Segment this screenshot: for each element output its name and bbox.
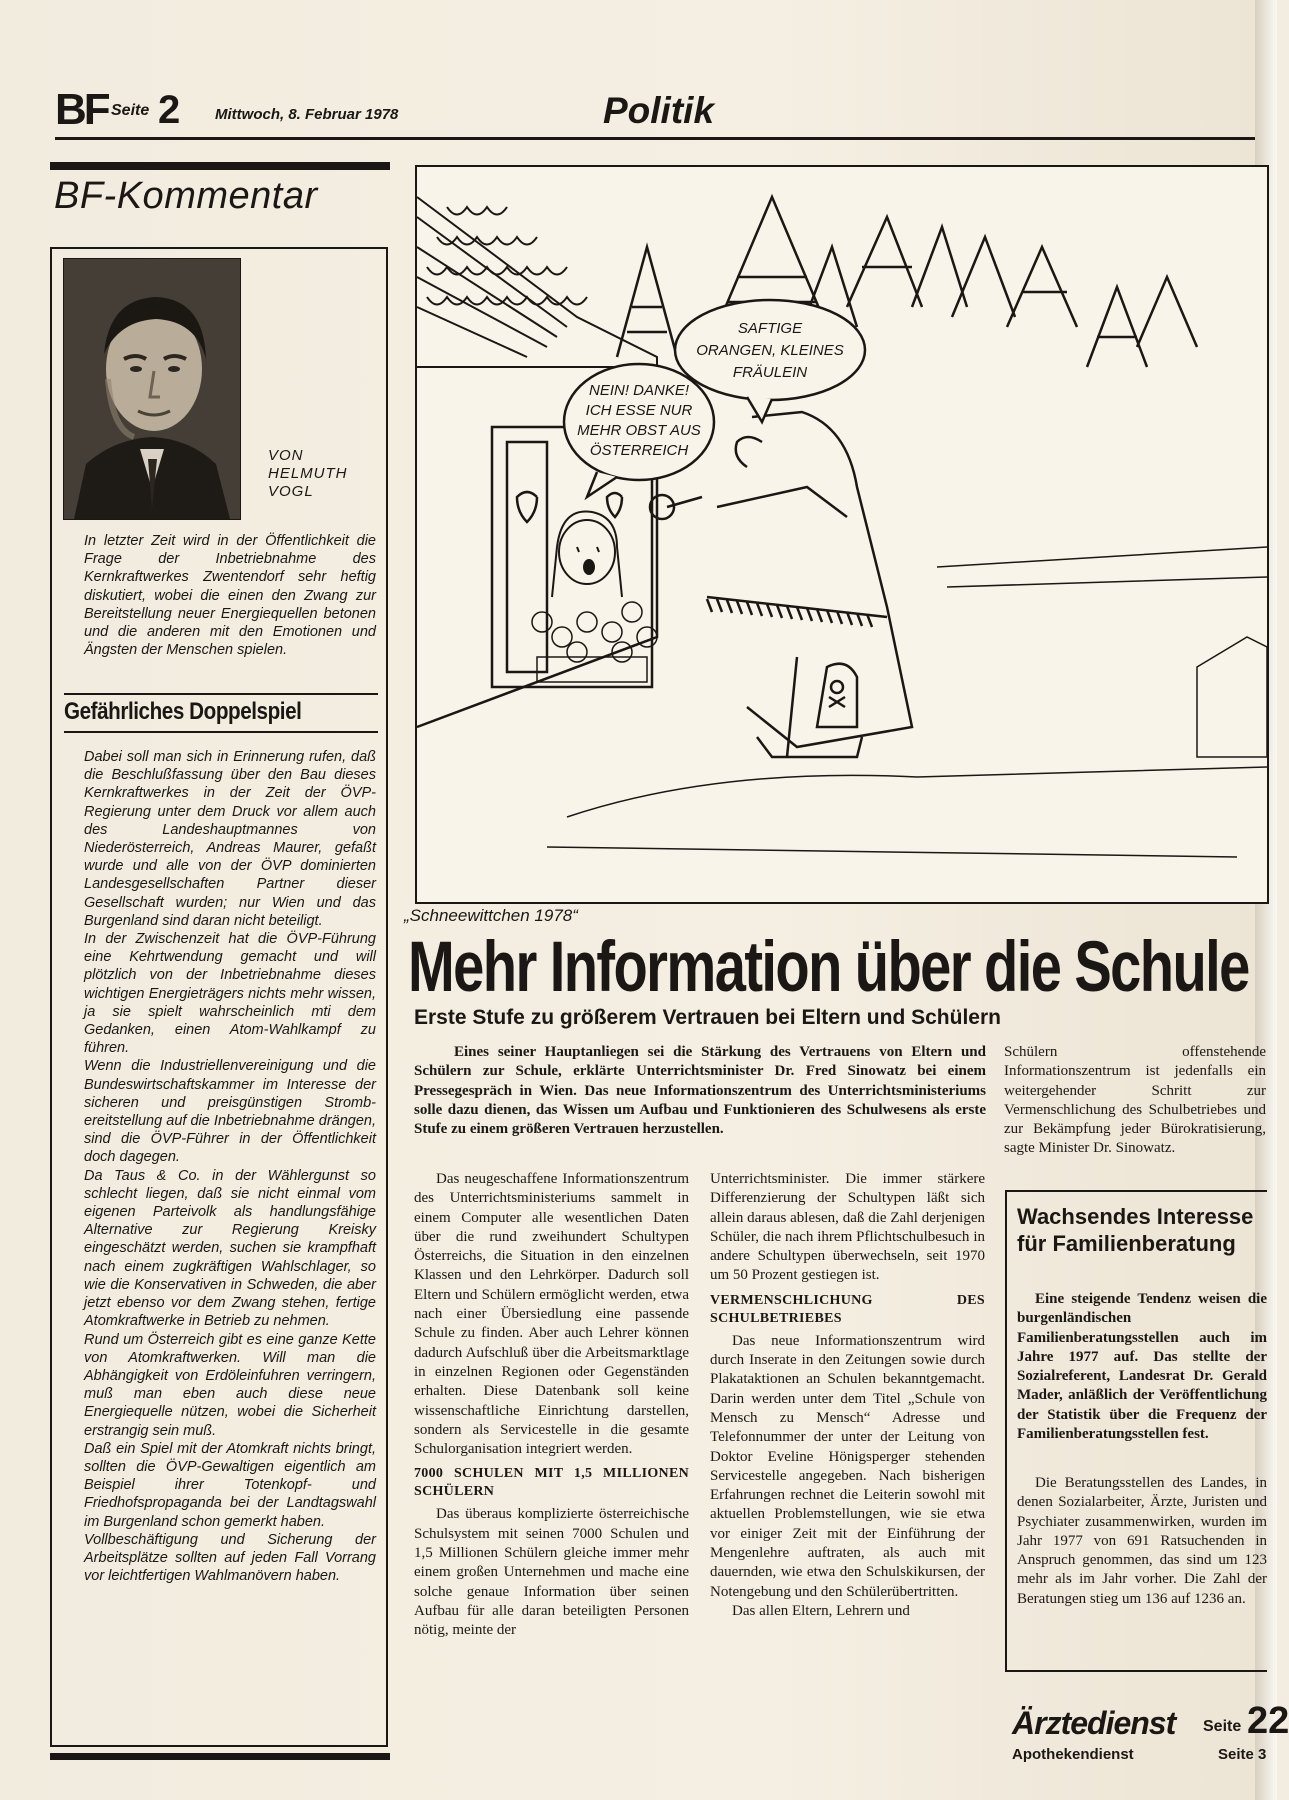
article-headline: Mehr Information über die Schule xyxy=(408,928,1249,1007)
commentary-subheading: Gefährliches Doppelspiel xyxy=(64,698,302,725)
article-paragraph: Das allen Eltern, Lehrern und xyxy=(732,1602,910,1619)
article-paragraph: Das neugeschaffene Informationszentrum des Unterrichtsministeriums sammelt in einem Computer alle wesentlichen Daten über die rund zweihundert Schultypen Österreichs, die Situation in den einzelnen Klassen und den Lehrkörper. Dadurch soll Eltern und Schülern ermöglicht werden, etwa nach einer Übersiedlung eine passende Schule zu finden. Aber auch Lehrer können dadurch Aufschluß über die Arbeitsmarktlage in einzelnen Regionen oder Gegenständen erhalten. Diese Datenbank soll keine wissenschaftliche Einrichtung darstellen, sondern als Servicestelle in die gesamte Schulorganisation integriert werden. xyxy=(414,1171,689,1458)
article-column-1 xyxy=(414,1170,689,1641)
aerztedienst-ref: Ärztedienst xyxy=(1012,1705,1176,1741)
cartoon-illustration xyxy=(415,165,1269,904)
seite-label: Seite xyxy=(111,102,150,119)
bubble-girl-line1: NEIN! DANKE! xyxy=(588,382,690,399)
section-title: Politik xyxy=(603,90,715,131)
apothekendienst-page: Seite 3 xyxy=(1218,1746,1267,1763)
aerztedienst-seite-label: Seite xyxy=(1203,1718,1242,1735)
page-header xyxy=(55,85,1255,134)
commentary-paragraph: Rund um Österreich gibt es eine ganze Kette von Atomkraftwerken. Will man die Abhängigkeit von Erdöleinfuhren verringern, muß man eben auch diese neue Energiequelle nützen, wobei die Sicherheit erstrangig sein muß. xyxy=(84,1331,376,1439)
bubble-witch-line2: ORANGEN, KLEINES xyxy=(696,342,844,359)
commentary-paragraph: Da Taus & Co. in der Wählergunst so schlecht liegen, daß sie nicht einmal vom eigenen Parteivolk als handlungsfähige Alternative zur Regierung Kreisky eingeschätzt werden, suchen sie krampfhaft nach einem zugkräftigen Wahlschlager, so wie die Konservativen in Schweden, die aber jetzt ebenso vor dem Zwang stehen, fertige Atomkraftwerke in Betrieb zu nehmen. xyxy=(84,1167,376,1330)
commentary-paragraph: Dabei soll man sich in Erinnerung rufen, daß die Beschlußfassung über den Bau dieses Kernkraftwerkes in der Zeit der ÖVP-Regierung unter dem Druck vor allem auch des Landeshauptmannes von Niederösterreich, Andreas Maurer, gefaßt wurde und alle von der ÖVP dominierten Landesgesellschaften Partner dieser Gesellschaft wurden; nur Wien und das Burgenland sind daran nicht beteiligt. xyxy=(84,749,376,929)
commentary-body xyxy=(84,748,376,1585)
article-paragraph: Das überaus komplizierte österreichische Schulsystem mit seinen 7000 Schulen und 1,5 Millionen Schülern gleiche immer mehr einem großen Unternehmen und mache eine solche genaue Information über seinen Aufbau für alle daran beteiligten Personen nötig, meinte der xyxy=(414,1506,689,1639)
commentary-paragraph: In der Zwischenzeit hat die ÖVP-Führung eine Kehrtwendung gemacht und will plötzlich von der Inbetriebnahme dieses wichtigen Energieträgers nichts mehr wissen, ja sie spielt wahrscheinlich mti dem Gedanken, einen Atom-Wahlkampf zu führen. xyxy=(84,931,376,1057)
apothekendienst-ref: Apothekendienst xyxy=(1012,1746,1134,1763)
commentary-top-bar xyxy=(50,162,390,170)
page-number: 2 xyxy=(158,88,181,132)
commentary-header xyxy=(50,162,390,218)
box-title: Wachsendes Interesse für Familienberatung xyxy=(1017,1204,1254,1256)
subheading-rule-bottom xyxy=(64,731,378,733)
commentary-bottom-bar xyxy=(50,1753,390,1760)
commentary-paragraph: Daß ein Spiel mit der Atomkraft nichts bringt, sollten die ÖVP-Gewaltigen eigentlich am Beispiel ihrer Totenkopf- und Friedhofspropaganda bei der Landtagswahl im Burgenland schon gemerkt haben. xyxy=(84,1440,376,1530)
commentary-paragraph: Vollbeschäftigung und Sicherung der Arbeitsplätze sollten auf jeden Fall Vorrang vor leichtfertigen Wahlmanövern haben. xyxy=(84,1531,376,1585)
author-photo xyxy=(63,258,241,520)
bubble-girl-line4: ÖSTERREICH xyxy=(589,442,689,459)
article-paragraph: Das neue Informationszentrum wird durch Inserate in den Zeitungen sowie durch Plakataktionen an Schulen bekanntgemacht. Darin werden unter dem Titel „Schule von Mensch zu Mensch“ Adresse und Telefonnummer der unter der Leitung von Doktor Eveline Hönigsperger stehenden Servicestelle angegeben. Nach bisherigen Erfahrungen rechnet die Leiterin sowohl mit aktuellen Problemstellungen, wie sie etwa vor einiger Zeit mit der Einführung der Mengenlehre auftraten, als auch mit dauernden, wie etwa den Schulskikursen, der Notengebung und den Schülerübertritten. xyxy=(710,1332,985,1600)
byline-firstname: HELMUTH xyxy=(268,465,348,482)
article-column-3 xyxy=(1004,1043,1266,1159)
commentary-intro: In letzter Zeit wird in der Öffentlichkeit die Frage der Inbetriebnahme des Kernkraftwerkes Zwentendorf sehr heftig diskutiert, wobei die einen den Zwang zur Bereitstellung neuer Energiequellen betonen und die anderen mit den Emotionen und Ängsten der Menschen spielen. xyxy=(84,533,376,659)
article-lead: Eines seiner Hauptanliegen sei die Stärkung des Vertrauens von Eltern und Schülern zur Schule, erklärte Unterrichtsminister Dr. Fred Sinowatz bei einem Pressegespräch in Wien. Das neue Informationszentrum des Unterrichtsministeriums solle dazu dienen, das Wissen um Aufbau und Funktionieren des Schulwesens als erste Stufe zu einem größeren Vertrauen herzustellen. xyxy=(414,1044,986,1138)
box-lead: Eine steigende Tendenz weisen die burgenländischen Familienberatungsstellen auch im Jahre 1977 auf. Das stellte der Sozialreferent, Landesrat Dr. Gerald Mader, anläßlich der Veröffentlichung der Statistik über die Frequenz der Familienberatungsstellen fest. xyxy=(1017,1291,1267,1443)
bubble-girl-line2: ICH ESSE NUR xyxy=(585,402,693,419)
bubble-witch-line3: FRÄULEIN xyxy=(732,364,808,381)
author-byline xyxy=(268,447,348,501)
article-paragraph: Unterrichtsminister. Die immer stärkere Differenzierung der Schultypen läßt sich allein daraus ablesen, daß die Zahl derjenigen Schüler, die nach ihrem Pflichtschulbesuch in andere Schultypen überwechseln, seit 1970 um 50 Prozent gestiegen ist. xyxy=(710,1171,985,1284)
byline-lastname: VOGL xyxy=(268,483,314,500)
subheading-rule-top xyxy=(64,693,378,695)
commentary-paragraph: Wenn die Industriellenvereinigung und die Bundeswirtschaftskammer im Interesse der sicheren und preisgünstigen Strombereitstellung auf die Inbetriebnahme drängen, sind die ÖVP-Führer in der Öffentlichkeit doch dagegen. xyxy=(84,1058,376,1166)
bubble-witch-line1: SAFTIGE xyxy=(737,320,803,337)
article-crosshead: 7000 SCHULEN MIT 1,5 MILLIONEN SCHÜLERN xyxy=(414,1466,689,1500)
issue-date: Mittwoch, 8. Februar 1978 xyxy=(215,106,399,123)
article-paragraph: Schülern offenstehende Informationszentrum ist jedenfalls ein weitergehender Schritt zur Vermenschlichung des Schulbetriebes und zur Bekämpfung jeder Bürokratisierung, sagte Minister Dr. Sinowatz. xyxy=(1004,1044,1266,1157)
box-body: Die Beratungsstellen des Landes, in denen Sozialarbeiter, Ärzte, Juristen und Psychiater zusammenwirken, wurden im Jahr 1977 von 691 Ratsuchenden in Anspruch genommen, das sind um 123 mehr als im Jahr vorher. Die Zahl der Beratungen stieg um 136 auf 1236 an. xyxy=(1017,1475,1267,1607)
brand-logo: BF xyxy=(55,85,108,134)
commentary-title: BF-Kommentar xyxy=(54,175,318,217)
cartoon-caption: „Schneewittchen 1978“ xyxy=(404,906,578,925)
header-rule xyxy=(55,137,1255,140)
aerztedienst-page: 22 xyxy=(1247,1700,1289,1742)
bubble-girl-line3: MEHR OBST AUS xyxy=(577,422,701,439)
article-crosshead: VERMENSCHLICHUNG DES SCHULBETRIEBES xyxy=(710,1292,985,1326)
article-subheadline: Erste Stufe zu größerem Vertrauen bei Eltern und Schülern xyxy=(414,1006,1001,1029)
article-column-2 xyxy=(710,1170,985,1621)
byline-von: VON xyxy=(268,447,304,464)
